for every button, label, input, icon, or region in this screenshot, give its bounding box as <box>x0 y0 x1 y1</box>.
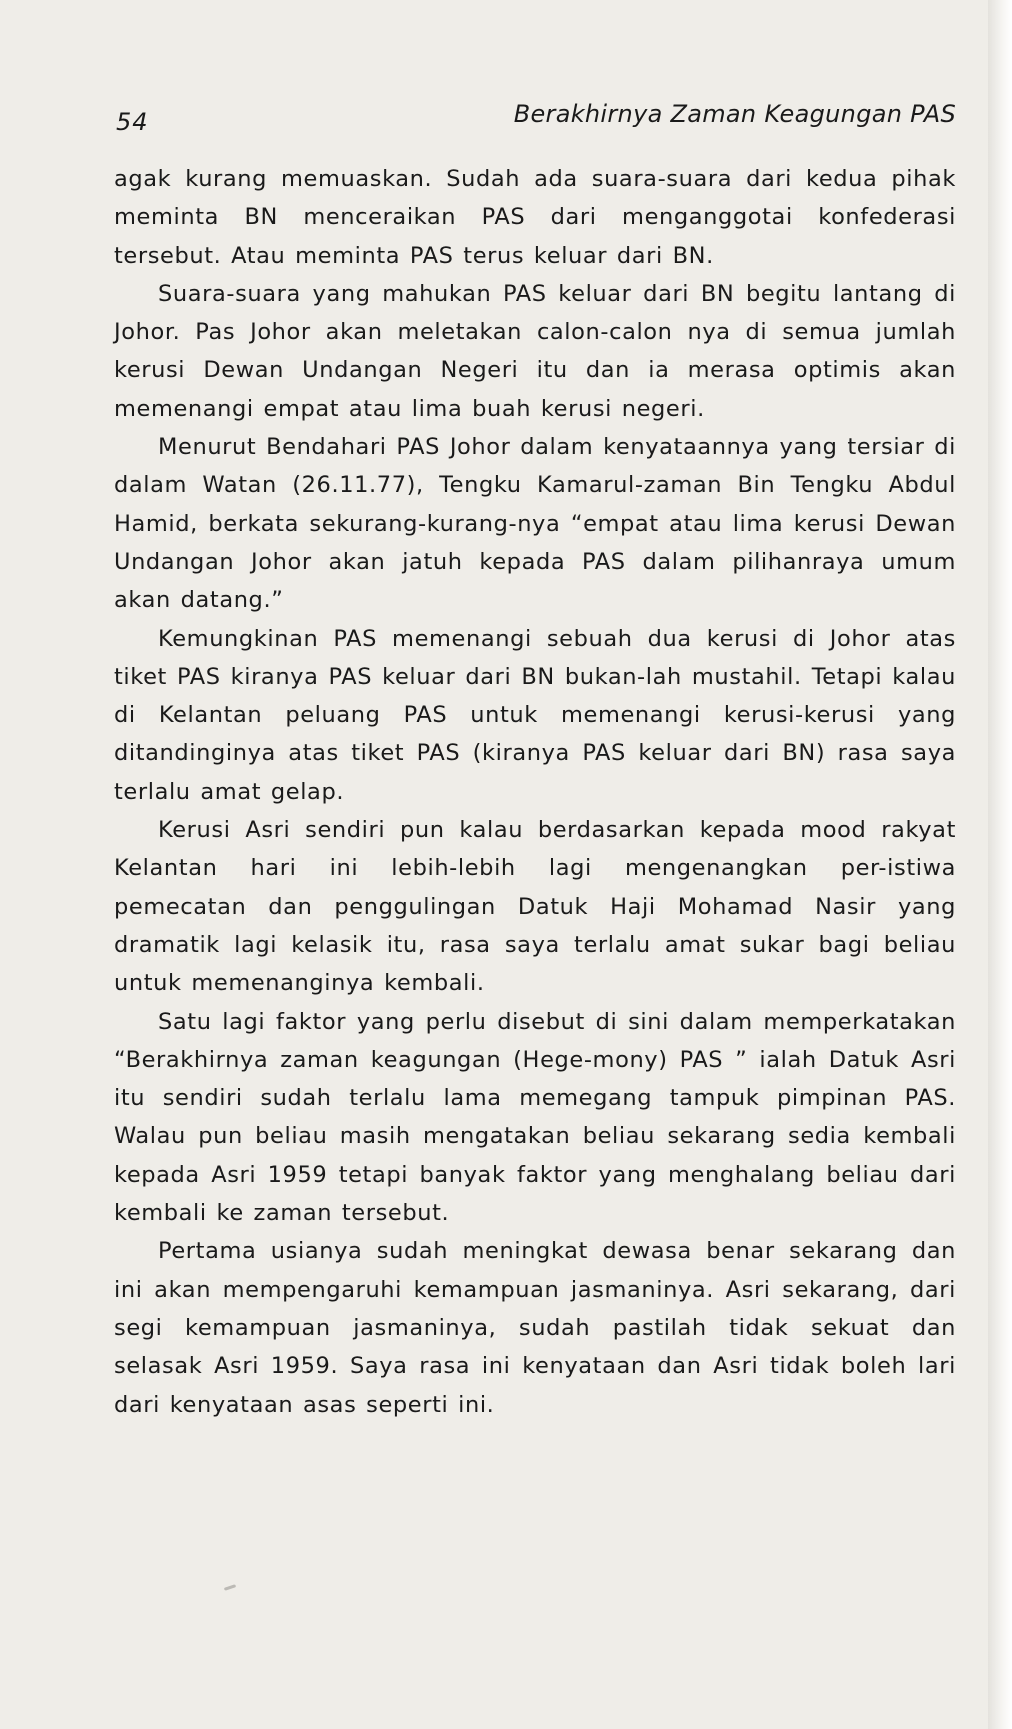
paper-speck <box>224 1584 236 1591</box>
body-text <box>114 160 956 1424</box>
paragraph-2: Suara-suara yang mahukan PAS keluar dari BN begitu lantang di Johor. Pas Johor akan meletakan calon-calon nya di semua jumlah kerusi Dewan Undangan Negeri itu dan ia merasa optimis akan memenangi empat atau lima buah kerusi negeri. <box>114 280 956 422</box>
running-header <box>116 100 956 140</box>
paragraph-4: Kemungkinan PAS memenangi sebuah dua kerusi di Johor atas tiket PAS kiranya PAS keluar dari BN bukan-lah mustahil. Tetapi kalau di Kelantan peluang PAS untuk memenangi kerusi-kerusi yang ditandinginya atas tiket PAS (kiranya PAS keluar dari BN) rasa saya terlalu amat gelap. <box>114 625 956 805</box>
paragraph-7: Pertama usianya sudah meningkat dewasa benar sekarang dan ini akan mempengaruhi kemampuan jasmaninya. Asri sekarang, dari segi kemampuan jasmaninya, sudah pastilah tidak sekuat dan selasak Asri 1959. Saya rasa ini kenyataan dan Asri tidak boleh lari dari kenyataan asas seperti ini. <box>114 1238 956 1418</box>
book-title: Berakhirnya Zaman Keagungan PAS <box>513 100 956 128</box>
paragraph-1: agak kurang memuaskan. Sudah ada suara-suara dari kedua pihak meminta BN menceraikan PAS dari menganggotai konfederasi tersebut. Atau meminta PAS terus keluar dari BN. <box>114 166 956 269</box>
paragraph-5: Kerusi Asri sendiri pun kalau berdasarkan kepada mood rakyat Kelantan hari ini lebih-lebih lagi mengenangkan per-istiwa pemecatan dan penggulingan Datuk Haji Mohamad Nasir yang dramatik lagi kelasik itu, rasa saya terlalu amat sukar bagi beliau untuk memenanginya kembali. <box>114 817 956 997</box>
paragraph-3: Menurut Bendahari PAS Johor dalam kenyataannya yang tersiar di dalam Watan (26.11.77), Tengku Kamarul-zaman Bin Tengku Abdul Hamid, berkata sekurang-kurang-nya “empat atau lima kerusi Dewan Undangan Johor akan jatuh kepada PAS dalam pilihanraya umum akan datang.” <box>114 434 956 614</box>
paragraph-6: Satu lagi faktor yang perlu disebut di sini dalam memperkatakan “Berakhirnya zaman keagungan (Hege-mony) PAS ” ialah Datuk Asri itu sendiri sudah terlalu lama memegang tampuk pimpinan PAS. Walau pun beliau masih mengatakan beliau sekarang sedia kembali kepada Asri 1959 tetapi banyak faktor yang menghalang beliau dari kembali ke zaman tersebut. <box>114 1008 956 1227</box>
page-number: 54 <box>116 108 149 136</box>
page-edge-shadow <box>988 0 1012 1729</box>
